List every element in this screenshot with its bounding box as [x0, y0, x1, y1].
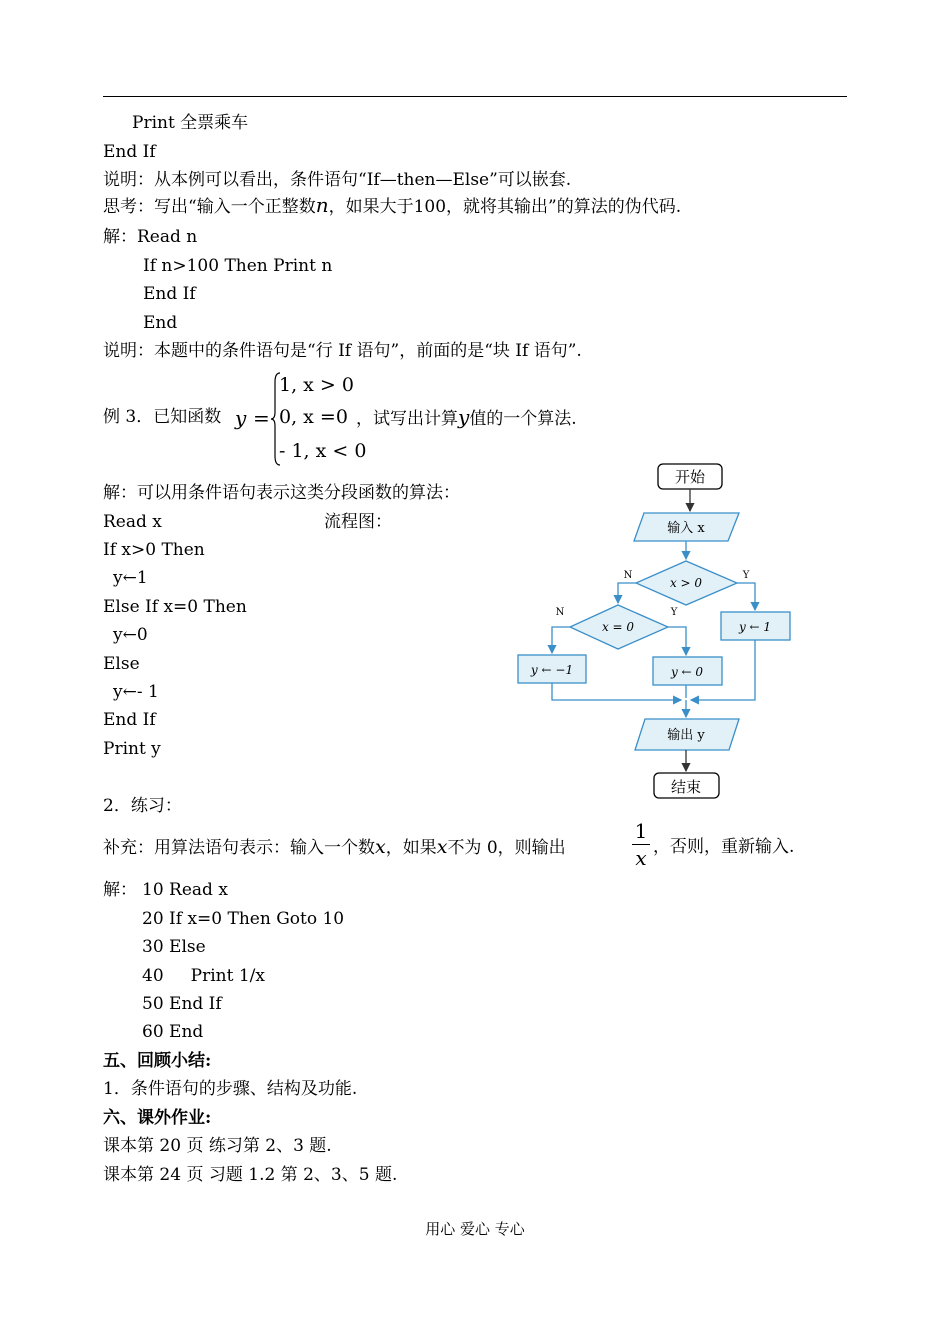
arrow-cond2-no — [552, 627, 570, 653]
code-line-8: End If — [103, 710, 156, 730]
code-line-1: Read x — [103, 512, 162, 532]
practice-sol-prefix: 解： — [103, 880, 137, 900]
code-line-9: Print y — [103, 739, 161, 759]
solution-read: 解：Read n — [103, 227, 198, 247]
solution-endif: End If — [143, 284, 196, 304]
practice-code-2: 20 If x=0 Then Goto 10 — [142, 909, 345, 929]
practice-code-4: 40 Print 1/x — [142, 966, 265, 986]
solution-intro: 解：可以用条件语句表示这类分段函数的算法： — [103, 483, 460, 503]
var-n: n — [315, 193, 329, 217]
print-line: Print 全票乘车 — [132, 113, 249, 133]
think-prompt: 思考：写出“输入一个正整数n，如果大于100，就将其输出”的算法的伪代码. — [103, 193, 682, 217]
practice-code-1: 10 Read x — [142, 880, 228, 900]
end-text: 结束 — [670, 778, 702, 796]
fraction-one-over-x: 1 x — [632, 820, 650, 869]
note-nesting: 说明：从本例可以看出，条件语句“If—then—Else”可以嵌套. — [103, 170, 572, 190]
practice-title: 2．练习： — [103, 796, 182, 816]
arrow-cond1-yes — [737, 583, 755, 610]
assign-0-text: y ← 0 — [670, 665, 704, 679]
practice-code-3: 30 Else — [142, 937, 206, 957]
code-line-7: y←- 1 — [113, 682, 159, 702]
input-text: 输入 x — [667, 521, 705, 536]
homework-item-2: 课本第 24 页 习题 1.2 第 2、3、5 题. — [103, 1165, 398, 1185]
cond1-text: x > 0 — [669, 576, 703, 590]
solution-end: End — [143, 313, 178, 333]
note-line-if: 说明：本题中的条件语句是“行 If 语句”，前面的是“块 If 语句”. — [103, 341, 582, 361]
start-text: 开始 — [674, 468, 706, 486]
page-footer: 用心 爱心 专心 — [425, 1220, 525, 1238]
header-rule — [103, 96, 847, 97]
arrow-cond1-no — [618, 583, 636, 603]
code-line-2: If x>0 Then — [103, 540, 205, 560]
cond2-text: x = 0 — [601, 620, 635, 634]
supplement-text: 补充：用算法语句表示：输入一个数x，如果x不为 0，则输出 — [103, 836, 566, 858]
practice-code-5: 50 End If — [142, 994, 222, 1014]
flow-label: 流程图： — [324, 512, 392, 532]
homework-title: 六、课外作业: — [103, 1108, 212, 1128]
pw-case-3: - 1, x < 0 — [279, 440, 367, 462]
pw-eq: = — [253, 406, 270, 430]
practice-code-6: 60 End — [142, 1022, 204, 1042]
code-line-6: Else — [103, 654, 140, 674]
cond2-no-label: N — [555, 607, 565, 618]
example3-prefix: 例 3．已知函数 — [103, 407, 222, 427]
code-line-4: Else If x=0 Then — [103, 597, 247, 617]
pw-case-2: 0, x =0 — [279, 406, 348, 428]
assign-1-text: y ← 1 — [738, 620, 772, 634]
review-title: 五、回顾小结: — [103, 1051, 212, 1071]
homework-item-1: 课本第 20 页 练习第 2、3 题. — [103, 1136, 332, 1156]
arrow-cond2-yes — [668, 627, 686, 655]
piecewise-function — [235, 372, 375, 468]
supplement-end: ，否则，重新输入. — [653, 837, 795, 857]
code-line-3: y←1 — [113, 568, 148, 588]
cond1-yes-label: Y — [742, 570, 750, 581]
pw-y: y — [235, 406, 247, 430]
end-if-line: End If — [103, 142, 156, 162]
example3-suffix: ，试写出计算y值的一个算法. — [356, 405, 577, 429]
cond2-yes-label: Y — [670, 607, 678, 618]
code-line-5: y←0 — [113, 625, 148, 645]
cond1-no-label: N — [623, 570, 633, 581]
pw-case-1: 1, x > 0 — [279, 374, 354, 396]
review-item: 1．条件语句的步骤、结构及功能. — [103, 1079, 358, 1099]
output-text: 输出 y — [667, 728, 705, 743]
flowchart — [508, 455, 808, 805]
solution-if: If n>100 Then Print n — [143, 256, 333, 276]
assign-neg1-text: y ← −1 — [530, 663, 574, 677]
